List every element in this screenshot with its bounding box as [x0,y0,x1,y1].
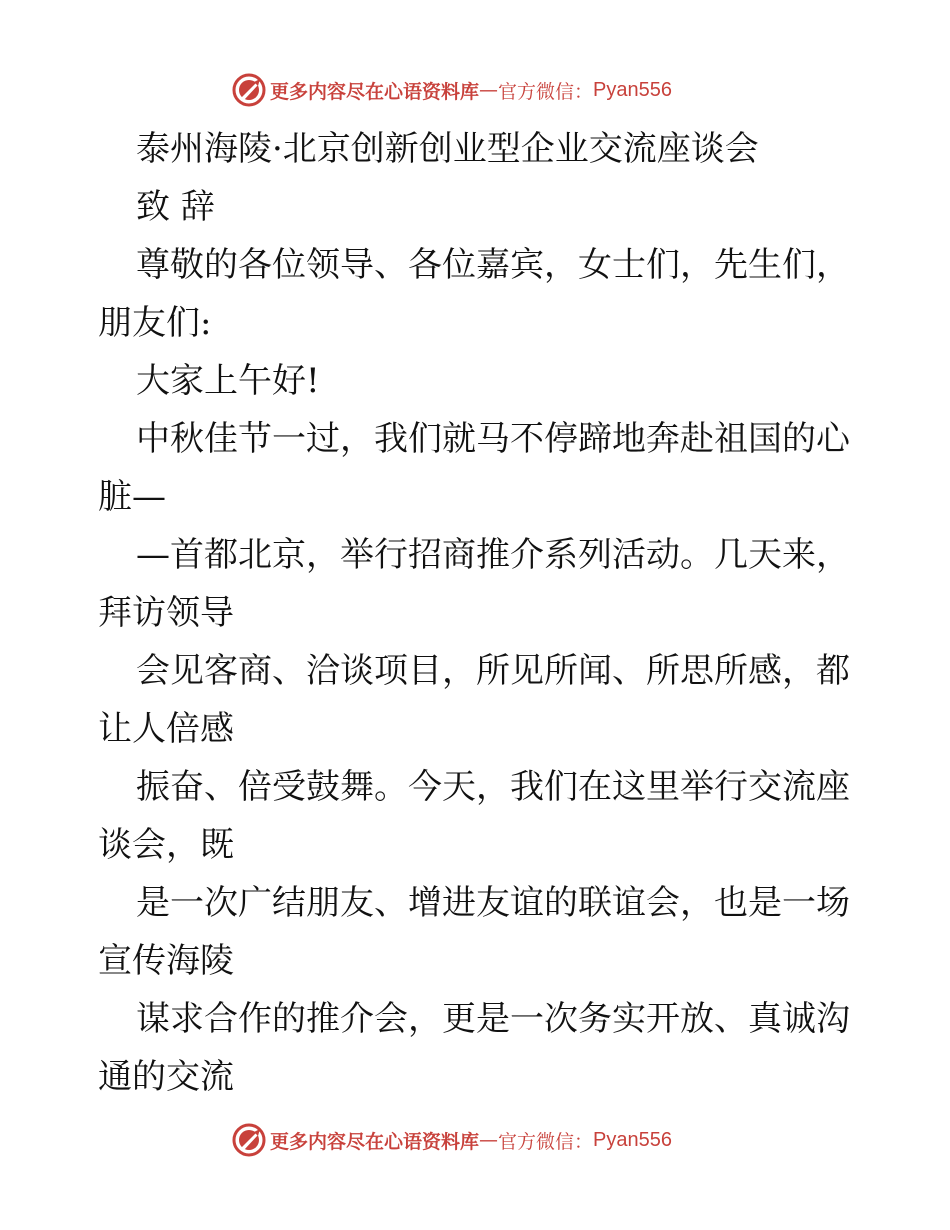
footer-banner [232,1120,732,1160]
text-line: 让人倍感 [98,709,234,749]
text-line: 通的交流 [98,1057,234,1097]
text-line: 中秋佳节一过，我们就马不停蹄地奔赴祖国的心 [136,419,850,459]
banner-wechat-label: 官方微信： [498,80,594,103]
text-line: 宣传海陵 [98,941,234,981]
text-line: 尊敬的各位领导、各位嘉宾，女士们，先生们， [136,245,850,285]
text-line: 谋求合作的推介会，更是一次务实开放、真诚沟 [136,999,850,1039]
banner-wechat-label: 官方微信： [498,1130,594,1153]
banner-wechat-id: Pyan556 [593,78,672,101]
quill-logo-icon [232,1123,266,1157]
document-title: 泰州海陵·北京创新创业型企业交流座谈会 [136,129,759,169]
banner-separator: — [479,1129,499,1151]
document-body [98,120,858,1106]
banner-title: 更多内容尽在心语资料库 [270,80,480,103]
banner-wechat-id: Pyan556 [593,1128,672,1151]
banner-title: 更多内容尽在心语资料库 [270,1130,480,1153]
document-subtitle: 致 辞 [136,187,215,227]
text-line: —首都北京，举行招商推介系列活动。几天来， [136,535,850,575]
text-line: 拜访领导 [98,593,234,633]
text-line: 脏— [98,477,166,517]
text-line: 朋友们: [98,303,212,343]
text-line: 是一次广结朋友、增进友谊的联谊会，也是一场 [136,883,850,923]
text-line: 会见客商、洽谈项目，所见所闻、所思所感，都 [136,651,850,691]
header-banner [232,70,732,110]
banner-separator: — [479,79,499,101]
text-line: 谈会，既 [98,825,234,865]
quill-logo-icon [232,73,266,107]
text-line: 振奋、倍受鼓舞。今天，我们在这里举行交流座 [136,767,850,807]
text-line: 大家上午好! [136,361,320,401]
